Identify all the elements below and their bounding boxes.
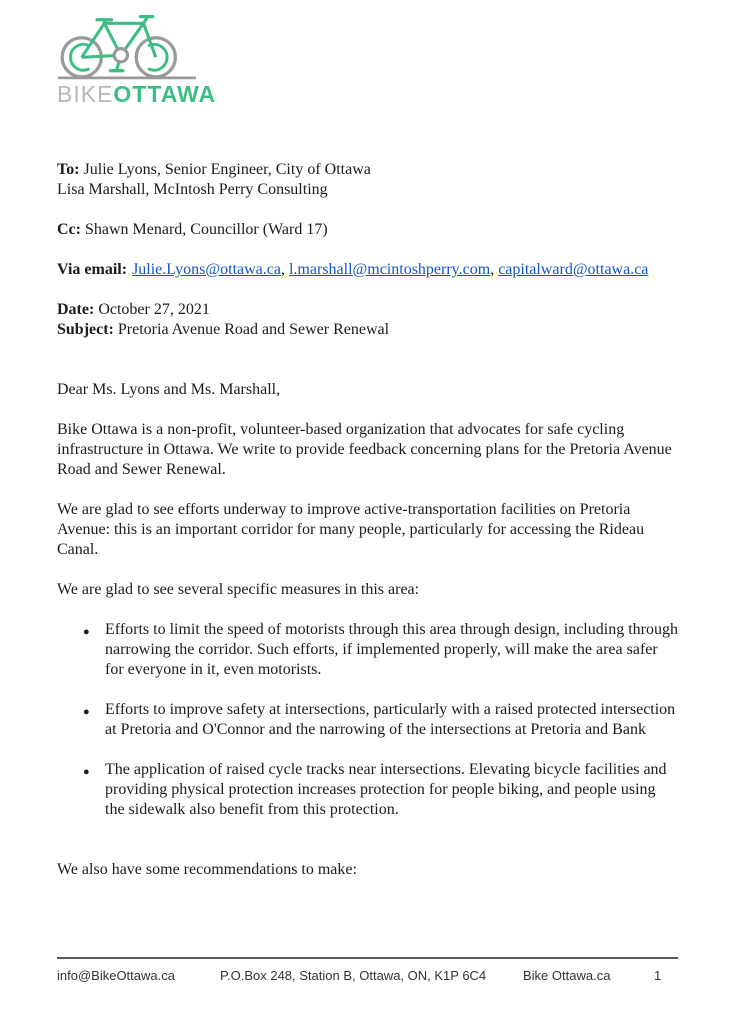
email-separator: ,	[280, 261, 289, 278]
footer-page-number: 1	[654, 968, 662, 983]
bullet-item: ● Efforts to limit the speed of motorists through this area through design, including through narrowing the corridor. Such efforts, if implemented properly, will make the area safer for everyone in it, even motorists.	[57, 620, 678, 680]
footer-website: Bike Ottawa.ca	[523, 968, 611, 983]
date-line	[57, 300, 678, 320]
subject-line	[57, 320, 678, 340]
footer	[0, 967, 735, 987]
to-line-2	[57, 180, 678, 200]
subject-label: Subject:	[57, 321, 114, 338]
bicycle-icon	[57, 14, 197, 80]
cc-line	[57, 220, 678, 240]
email-link[interactable]: capitalward@ottawa.ca	[498, 261, 649, 278]
footer-email: info@BikeOttawa.ca	[57, 968, 175, 983]
footer-divider	[57, 957, 678, 959]
via-email-label: Via email:	[57, 261, 128, 278]
email-link[interactable]: Julie.Lyons@ottawa.ca	[132, 261, 281, 278]
salutation: Dear Ms. Lyons and Ms. Marshall,	[57, 381, 281, 398]
paragraph-glad-efforts: We are glad to see efforts underway to improve active-transportation facilities on Pretoria Avenue: this is an important corridor for many people, particularly for accessing the Rideau Canal.	[57, 501, 645, 558]
bike-ottawa-logo	[57, 14, 217, 107]
logo-wordmark	[57, 81, 217, 107]
to-line	[57, 160, 678, 180]
cc-recipient: Shawn Menard, Councillor (Ward 17)	[80, 221, 328, 238]
paragraph-recommendations-lead: We also have some recommendations to make:	[57, 861, 357, 878]
letter-content	[57, 160, 678, 880]
logo-word-bike: BIKE	[57, 81, 114, 107]
bullet-list	[57, 620, 678, 820]
subject-value: Pretoria Avenue Road and Sewer Renewal	[113, 321, 390, 338]
email-separator: ,	[490, 261, 499, 278]
paragraph-intro: Bike Ottawa is a non-profit, volunteer-based organization that advocates for safe cycling infrastructure in Ottawa. We write to provide feedback concerning plans for the Pretoria Avenue Road and Sewer Renewal.	[57, 421, 672, 478]
via-email-line	[57, 260, 678, 280]
to-label: To:	[57, 161, 80, 178]
date-value: October 27, 2021	[94, 301, 210, 318]
email-links	[132, 261, 648, 278]
paragraph-measures-lead: We are glad to see several specific measures in this area:	[57, 581, 420, 598]
email-link[interactable]: l.marshall@mcintoshperry.com	[288, 261, 491, 278]
footer-address: P.O.Box 248, Station B, Ottawa, ON, K1P 6C4	[220, 968, 487, 983]
logo-word-ottawa: OTTAWA	[113, 81, 217, 107]
to-recipient-1: Julie Lyons, Senior Engineer, City of Ottawa	[79, 161, 371, 178]
to-recipient-2: Lisa Marshall, McIntosh Perry Consulting	[57, 181, 328, 198]
bullet-item: ● The application of raised cycle tracks near intersections. Elevating bicycle facilities and providing physical protection increases protection for people biking, and people using the sidewalk also benefit from this protection.	[57, 760, 678, 820]
date-label: Date:	[57, 301, 95, 318]
bullet-item: ● Efforts to improve safety at intersections, particularly with a raised protected intersection at Pretoria and O'Connor and the narrowing of the intersections at Pretoria and Bank	[57, 700, 678, 740]
cc-label: Cc:	[57, 221, 81, 238]
